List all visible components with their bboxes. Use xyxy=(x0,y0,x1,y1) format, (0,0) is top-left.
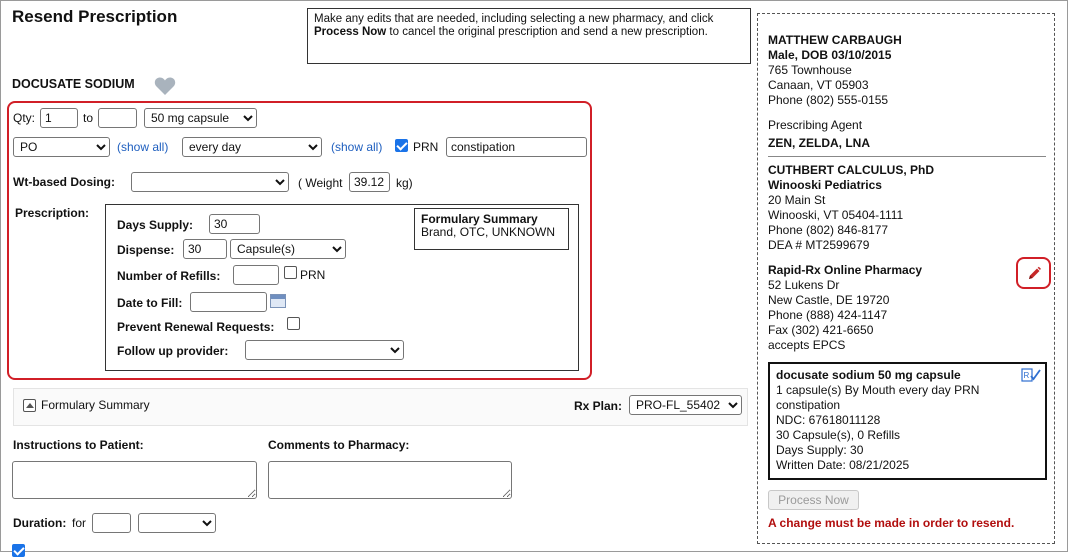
followup-provider-select[interactable] xyxy=(245,340,404,360)
summary-drug: docusate sodium 50 mg capsule xyxy=(776,368,961,382)
resend-warning: A change must be made in order to resend. xyxy=(768,516,1015,530)
prescriber-name: CUTHBERT CALCULUS, PhD xyxy=(768,163,934,177)
change-pharmacy-button[interactable] xyxy=(1016,257,1051,289)
dispense-unit-select[interactable] xyxy=(230,239,346,259)
pharmacy-fax: Fax (302) 421-6650 xyxy=(768,323,874,337)
pencil-icon[interactable] xyxy=(1027,265,1041,281)
prescriber-phone: Phone (802) 846-8177 xyxy=(768,223,889,237)
date-to-fill-label: Date to Fill: xyxy=(117,296,183,310)
prescriber-address-2: Winooski, VT 05404-1111 xyxy=(768,208,904,222)
pharmacy-name: Rapid-Rx Online Pharmacy xyxy=(768,263,923,277)
patient-name: MATTHEW CARBAUGH xyxy=(768,33,902,47)
formulary-summary-value: Brand, OTC, UNKNOWN xyxy=(421,225,556,239)
agent-name: ZEN, ZELDA, LNA xyxy=(768,136,870,150)
weight-unit-label: kg) xyxy=(396,176,413,190)
instructions-text-pre: Make any edits that are needed, including selecting a new pharmacy, and click xyxy=(314,13,714,25)
qty-to-input[interactable] xyxy=(98,108,137,128)
instructions-text-post: to cancel the original prescription and send a new prescription. xyxy=(386,26,708,38)
bottom-partial-checkbox[interactable] xyxy=(12,544,25,557)
patient-sex-dob: Male, DOB 03/10/2015 xyxy=(768,48,892,62)
page-title: Resend Prescription xyxy=(12,7,178,26)
formulary-summary-bar-label: Formulary Summary xyxy=(41,398,150,412)
duration-value-input[interactable] xyxy=(92,513,131,533)
prn-reason-input[interactable] xyxy=(446,137,587,157)
route-show-all-link[interactable]: (show all) xyxy=(117,140,169,154)
comments-to-pharmacy-textarea[interactable] xyxy=(268,461,512,499)
duration-for-label: for xyxy=(72,516,87,530)
wt-dosing-select[interactable] xyxy=(131,172,289,192)
dose-unit-select[interactable] xyxy=(144,108,257,128)
frequency-select[interactable] xyxy=(182,137,322,157)
summary-written: Written Date: 08/21/2025 xyxy=(776,458,910,472)
patient-address-1: 765 Townhouse xyxy=(768,63,852,77)
rx-plan-select[interactable] xyxy=(629,395,742,415)
summary-sig-2: constipation xyxy=(776,398,841,412)
formulary-summary-bar[interactable] xyxy=(13,388,748,426)
dispense-qty-input[interactable] xyxy=(183,239,227,259)
instructions-text-bold: Process Now xyxy=(314,26,387,38)
date-to-fill-input[interactable] xyxy=(190,292,267,312)
duration-label: Duration: xyxy=(13,516,67,530)
patient-address-2: Canaan, VT 05903 xyxy=(768,78,869,92)
weight-label: ( Weight xyxy=(298,176,343,190)
collapse-icon[interactable] xyxy=(23,399,36,412)
qty-label: Qty: xyxy=(13,111,36,125)
route-select[interactable] xyxy=(13,137,110,157)
instructions-to-patient-label: Instructions to Patient: xyxy=(13,438,144,452)
heart-icon[interactable] xyxy=(154,76,176,99)
pharmacy-address-2: New Castle, DE 19720 xyxy=(768,293,890,307)
rx-plan-label: Rx Plan: xyxy=(574,399,623,413)
instructions-to-patient-textarea[interactable] xyxy=(12,461,257,499)
drug-name: DOCUSATE SODIUM xyxy=(12,77,135,91)
process-now-button[interactable]: Process Now xyxy=(768,490,859,510)
calendar-icon[interactable] xyxy=(270,294,286,308)
qty-to-label: to xyxy=(83,111,94,125)
prn-label: PRN xyxy=(413,140,439,154)
days-supply-input[interactable] xyxy=(209,214,260,234)
prescriber-address-1: 20 Main St xyxy=(768,193,826,207)
refills-label: Number of Refills: xyxy=(117,269,221,283)
formulary-summary-box xyxy=(414,208,569,250)
summary-days: Days Supply: 30 xyxy=(776,443,864,457)
summary-qty: 30 Capsule(s), 0 Refills xyxy=(776,428,901,442)
comments-to-pharmacy-label: Comments to Pharmacy: xyxy=(268,438,410,452)
prescriber-practice: Winooski Pediatrics xyxy=(768,178,882,192)
duration-unit-select[interactable] xyxy=(138,513,216,533)
weight-input[interactable] xyxy=(349,172,390,192)
svg-text:R: R xyxy=(1023,371,1030,380)
frequency-show-all-link[interactable]: (show all) xyxy=(331,140,383,154)
dispense-label: Dispense: xyxy=(117,243,175,257)
qty-from-input[interactable] xyxy=(40,108,78,128)
prevent-renewal-checkbox[interactable] xyxy=(287,317,300,330)
pharmacy-address-1: 52 Lukens Dr xyxy=(768,278,840,292)
patient-phone: Phone (802) 555-0155 xyxy=(768,93,889,107)
refills-prn-label: PRN xyxy=(300,268,326,282)
formulary-summary-title: Formulary Summary xyxy=(421,212,538,226)
edit-rx-icon[interactable] xyxy=(1021,368,1041,382)
summary-sig-1: 1 capsule(s) By Mouth every day PRN xyxy=(776,383,980,397)
days-supply-label: Days Supply: xyxy=(117,218,194,232)
wt-dosing-label: Wt-based Dosing: xyxy=(13,175,115,189)
rx-summary-box xyxy=(768,362,1047,480)
pharmacy-phone: Phone (888) 424-1147 xyxy=(768,308,888,322)
summary-ndc: NDC: 67618011128 xyxy=(776,413,881,427)
prevent-renewal-label: Prevent Renewal Requests: xyxy=(117,320,275,334)
instructions-box xyxy=(307,8,751,64)
followup-provider-label: Follow up provider: xyxy=(117,344,229,358)
agent-label: Prescribing Agent xyxy=(768,118,863,132)
prescription-label: Prescription: xyxy=(15,206,90,220)
prescriber-dea: DEA # MT2599679 xyxy=(768,238,870,252)
pharmacy-epcs: accepts EPCS xyxy=(768,338,846,352)
refills-input[interactable] xyxy=(233,265,279,285)
refills-prn-checkbox[interactable] xyxy=(284,266,297,279)
panel-divider xyxy=(768,156,1046,157)
prn-checkbox[interactable] xyxy=(395,139,408,152)
